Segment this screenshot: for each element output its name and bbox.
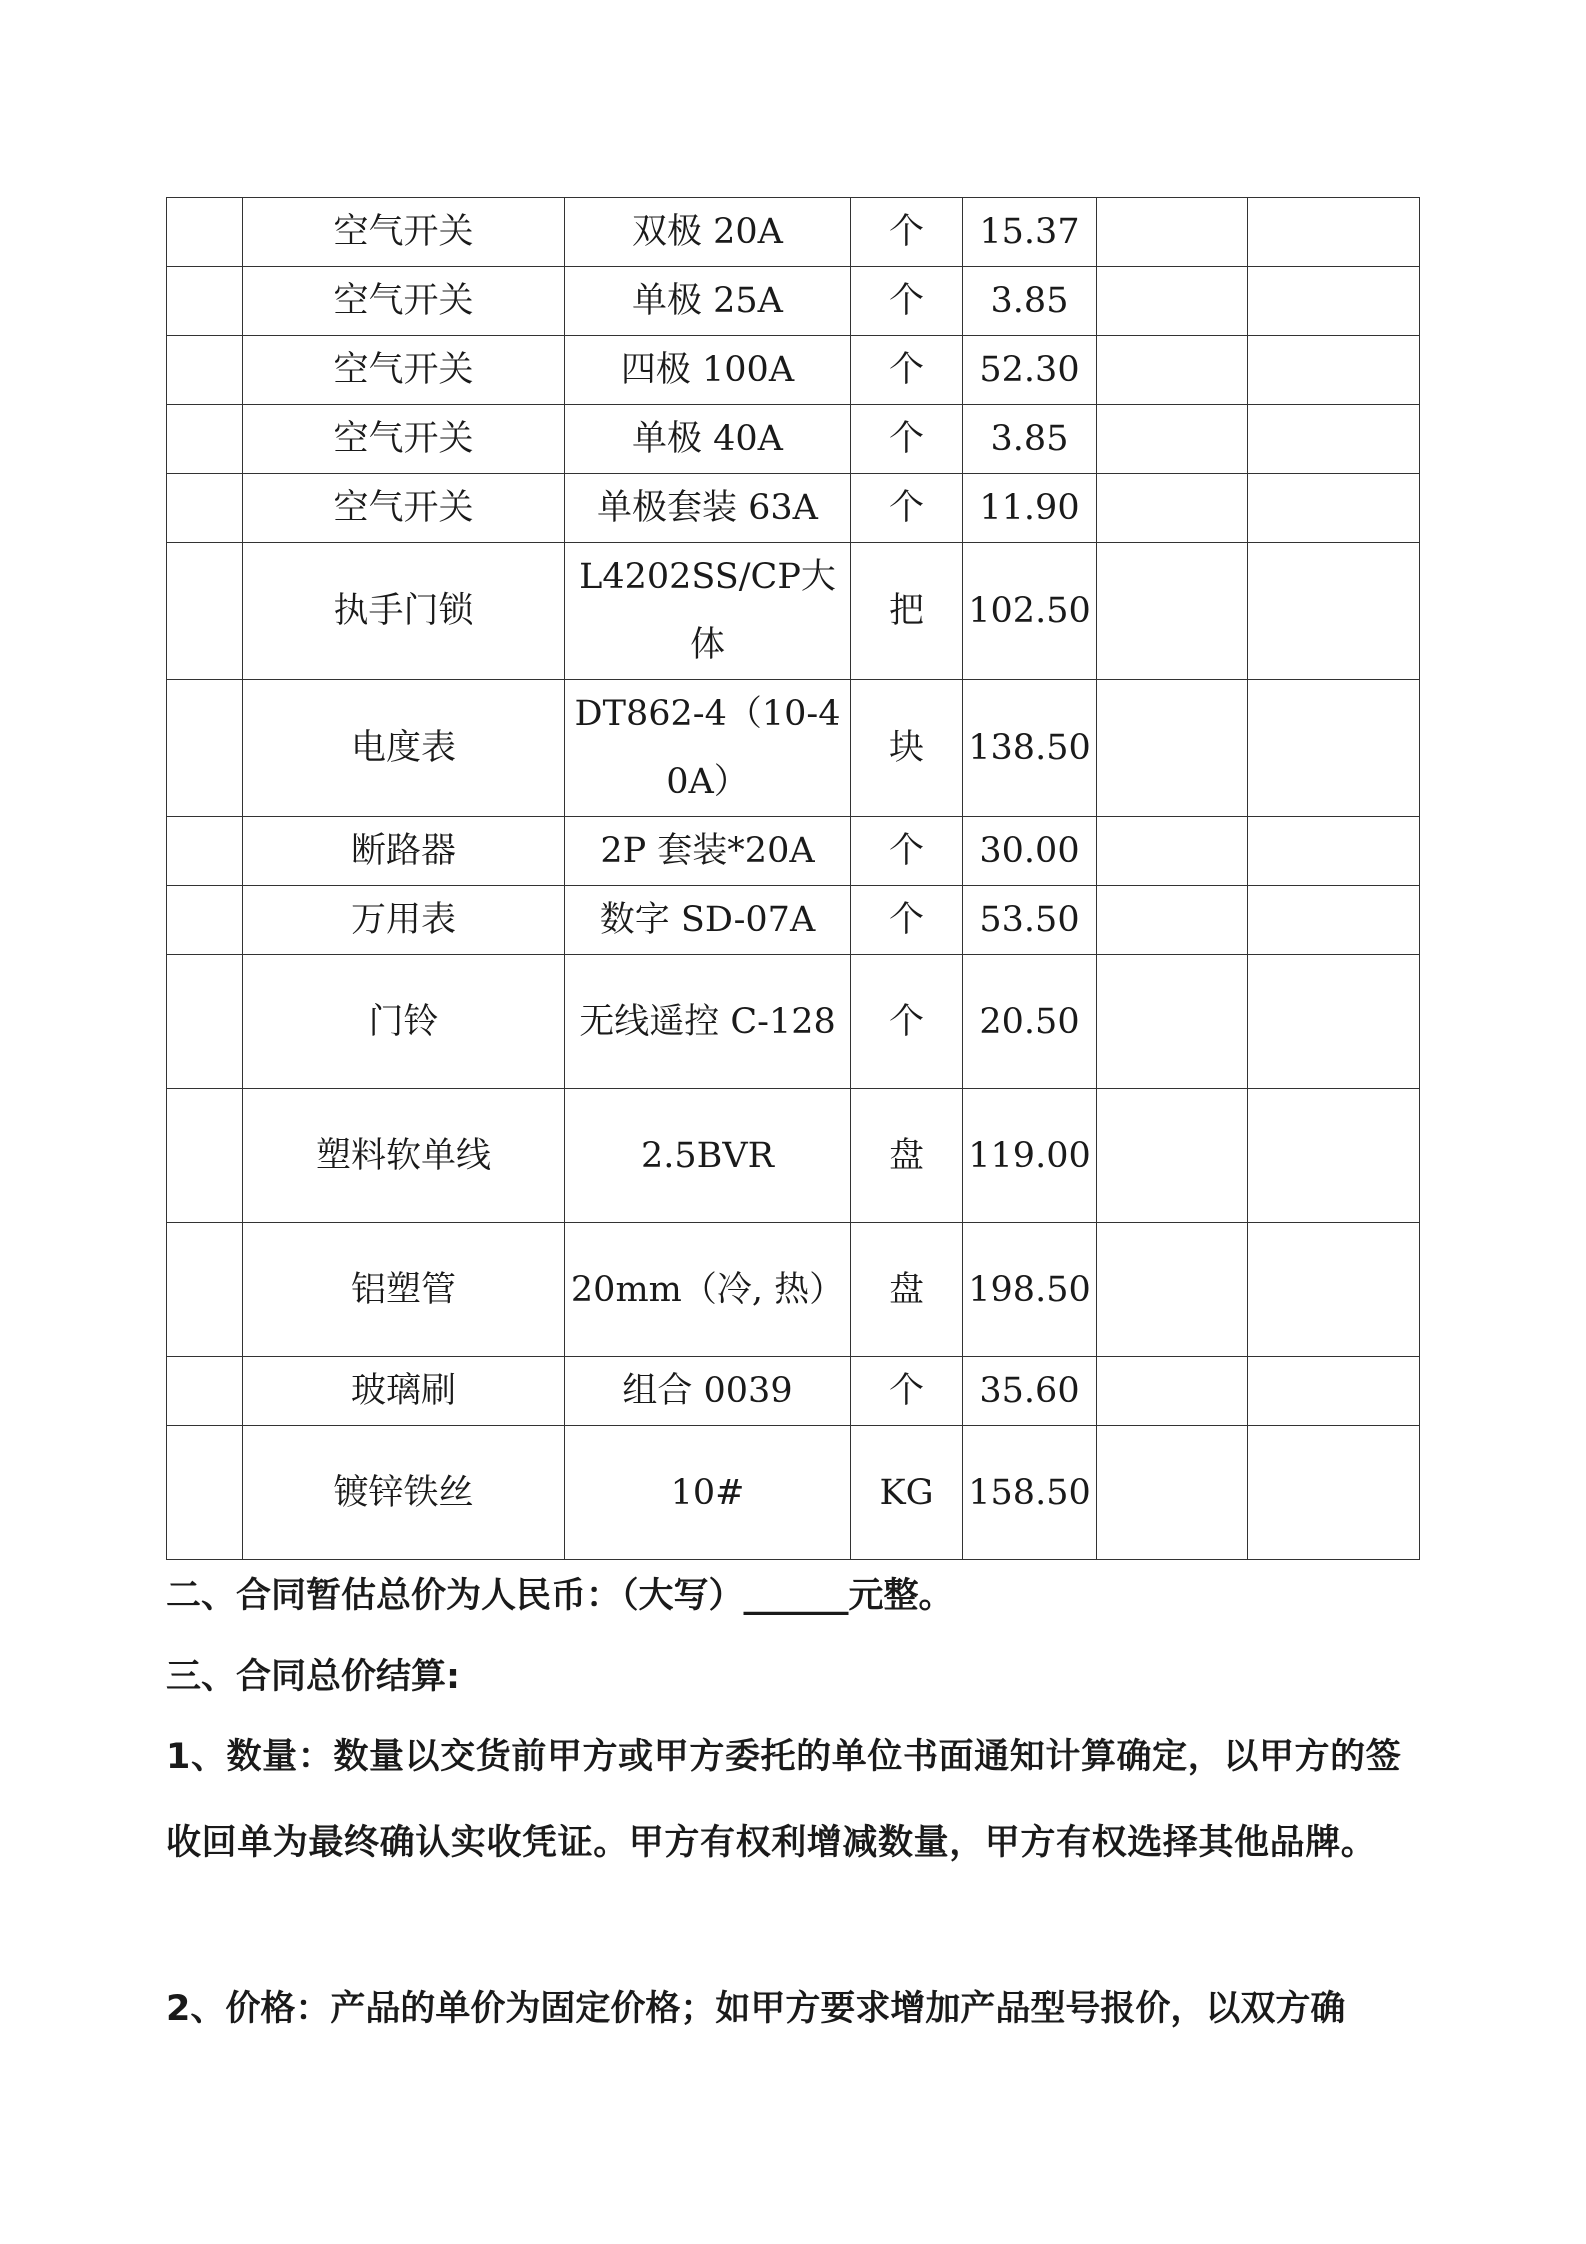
table-row xyxy=(167,336,1420,405)
quantity-cell xyxy=(1097,267,1248,336)
item-name-cell: 电度表 xyxy=(243,680,565,817)
item-price-cell: 3.85 xyxy=(963,405,1097,474)
item-unit-cell: 个 xyxy=(851,1357,963,1426)
quantity-cell xyxy=(1097,336,1248,405)
quantity-clause: 1、数量：数量以交货前甲方或甲方委托的单位书面通知计算确定，以甲方的签收回单为最终确认实收凭证。甲方有权利增减数量，甲方有权选择其他品牌。 xyxy=(166,1737,1402,1863)
item-name-cell: 断路器 xyxy=(243,817,565,886)
item-price-cell: 11.90 xyxy=(963,474,1097,543)
item-name-cell: 万用表 xyxy=(243,886,565,955)
table-row xyxy=(167,1089,1420,1223)
item-name-cell: 空气开关 xyxy=(243,198,565,267)
item-spec-cell: DT862-4（10-40A） xyxy=(565,680,851,817)
table-row xyxy=(167,955,1420,1089)
item-price-cell: 35.60 xyxy=(963,1357,1097,1426)
amount-cell xyxy=(1248,405,1420,474)
item-unit-cell: 把 xyxy=(851,543,963,680)
amount-cell xyxy=(1248,1426,1420,1560)
table-row xyxy=(167,1223,1420,1357)
quantity-cell xyxy=(1097,817,1248,886)
quantity-cell xyxy=(1097,955,1248,1089)
item-unit-cell: 盘 xyxy=(851,1223,963,1357)
table-row xyxy=(167,817,1420,886)
item-price-cell: 30.00 xyxy=(963,817,1097,886)
index-cell xyxy=(167,336,243,405)
item-unit-cell: KG xyxy=(851,1426,963,1560)
item-price-cell: 52.30 xyxy=(963,336,1097,405)
item-name-cell: 镀锌铁丝 xyxy=(243,1426,565,1560)
amount-cell xyxy=(1248,1223,1420,1357)
item-name-cell: 玻璃刷 xyxy=(243,1357,565,1426)
index-cell xyxy=(167,1426,243,1560)
item-spec-cell: 20mm（冷, 热） xyxy=(565,1223,851,1357)
table-row xyxy=(167,474,1420,543)
index-cell xyxy=(167,886,243,955)
quantity-cell xyxy=(1097,1089,1248,1223)
item-unit-cell: 块 xyxy=(851,680,963,817)
item-spec-cell: 单极套装 63A xyxy=(565,474,851,543)
item-unit-cell: 盘 xyxy=(851,1089,963,1223)
quantity-cell xyxy=(1097,1223,1248,1357)
quantity-cell xyxy=(1097,680,1248,817)
item-price-cell: 138.50 xyxy=(963,680,1097,817)
quantity-cell xyxy=(1097,1357,1248,1426)
item-name-cell: 空气开关 xyxy=(243,336,565,405)
item-spec-cell: 数字 SD-07A xyxy=(565,886,851,955)
item-spec-cell: 双极 20A xyxy=(565,198,851,267)
item-name-cell: 执手门锁 xyxy=(243,543,565,680)
item-unit-cell: 个 xyxy=(851,336,963,405)
item-unit-cell: 个 xyxy=(851,886,963,955)
amount-cell xyxy=(1248,680,1420,817)
items-table xyxy=(166,197,1420,1560)
index-cell xyxy=(167,198,243,267)
table-row xyxy=(167,267,1420,336)
settlement-heading: 三、合同总价结算: xyxy=(166,1657,460,1697)
item-spec-cell: 2.5BVR xyxy=(565,1089,851,1223)
item-price-cell: 198.50 xyxy=(963,1223,1097,1357)
item-spec-cell: 2P 套装*20A xyxy=(565,817,851,886)
index-cell xyxy=(167,474,243,543)
item-price-cell: 3.85 xyxy=(963,267,1097,336)
amount-cell xyxy=(1248,955,1420,1089)
item-spec-cell: 单极 40A xyxy=(565,405,851,474)
amount-cell xyxy=(1248,336,1420,405)
item-price-cell: 158.50 xyxy=(963,1426,1097,1560)
index-cell xyxy=(167,267,243,336)
item-name-cell: 空气开关 xyxy=(243,474,565,543)
index-cell xyxy=(167,680,243,817)
table-row xyxy=(167,680,1420,817)
index-cell xyxy=(167,1357,243,1426)
quantity-cell xyxy=(1097,198,1248,267)
table-row xyxy=(167,1426,1420,1560)
item-unit-cell: 个 xyxy=(851,955,963,1089)
item-spec-cell: 单极 25A xyxy=(565,267,851,336)
amount-cell xyxy=(1248,817,1420,886)
quantity-cell xyxy=(1097,474,1248,543)
amount-cell xyxy=(1248,543,1420,680)
total-price-clause: 二、合同暂估总价为人民币：（大写）______元整。 xyxy=(166,1576,954,1616)
table-row xyxy=(167,543,1420,680)
index-cell xyxy=(167,1223,243,1357)
item-name-cell: 空气开关 xyxy=(243,405,565,474)
item-spec-cell: 无线遥控 C-128 xyxy=(565,955,851,1089)
item-unit-cell: 个 xyxy=(851,474,963,543)
index-cell xyxy=(167,955,243,1089)
index-cell xyxy=(167,543,243,680)
item-spec-cell: 四极 100A xyxy=(565,336,851,405)
item-price-cell: 15.37 xyxy=(963,198,1097,267)
item-name-cell: 门铃 xyxy=(243,955,565,1089)
item-unit-cell: 个 xyxy=(851,198,963,267)
item-price-cell: 20.50 xyxy=(963,955,1097,1089)
item-price-cell: 53.50 xyxy=(963,886,1097,955)
item-spec-cell: 10# xyxy=(565,1426,851,1560)
item-unit-cell: 个 xyxy=(851,267,963,336)
item-unit-cell: 个 xyxy=(851,405,963,474)
quantity-cell xyxy=(1097,886,1248,955)
quantity-cell xyxy=(1097,405,1248,474)
amount-cell xyxy=(1248,267,1420,336)
amount-cell xyxy=(1248,1357,1420,1426)
items-table-body xyxy=(167,198,1420,1560)
item-name-cell: 塑料软单线 xyxy=(243,1089,565,1223)
table-row xyxy=(167,405,1420,474)
table-row xyxy=(167,886,1420,955)
amount-cell xyxy=(1248,474,1420,543)
item-price-cell: 119.00 xyxy=(963,1089,1097,1223)
index-cell xyxy=(167,1089,243,1223)
amount-cell xyxy=(1248,198,1420,267)
item-price-cell: 102.50 xyxy=(963,543,1097,680)
item-name-cell: 空气开关 xyxy=(243,267,565,336)
quantity-cell xyxy=(1097,543,1248,680)
quantity-cell xyxy=(1097,1426,1248,1560)
item-spec-cell: L4202SS/CP大体 xyxy=(565,543,851,680)
item-unit-cell: 个 xyxy=(851,817,963,886)
item-name-cell: 铝塑管 xyxy=(243,1223,565,1357)
price-clause: 2、价格：产品的单价为固定价格；如甲方要求增加产品型号报价，以双方确 xyxy=(166,1989,1346,2029)
amount-cell xyxy=(1248,1089,1420,1223)
amount-cell xyxy=(1248,886,1420,955)
item-spec-cell: 组合 0039 xyxy=(565,1357,851,1426)
index-cell xyxy=(167,405,243,474)
index-cell xyxy=(167,817,243,886)
table-row xyxy=(167,198,1420,267)
table-row xyxy=(167,1357,1420,1426)
